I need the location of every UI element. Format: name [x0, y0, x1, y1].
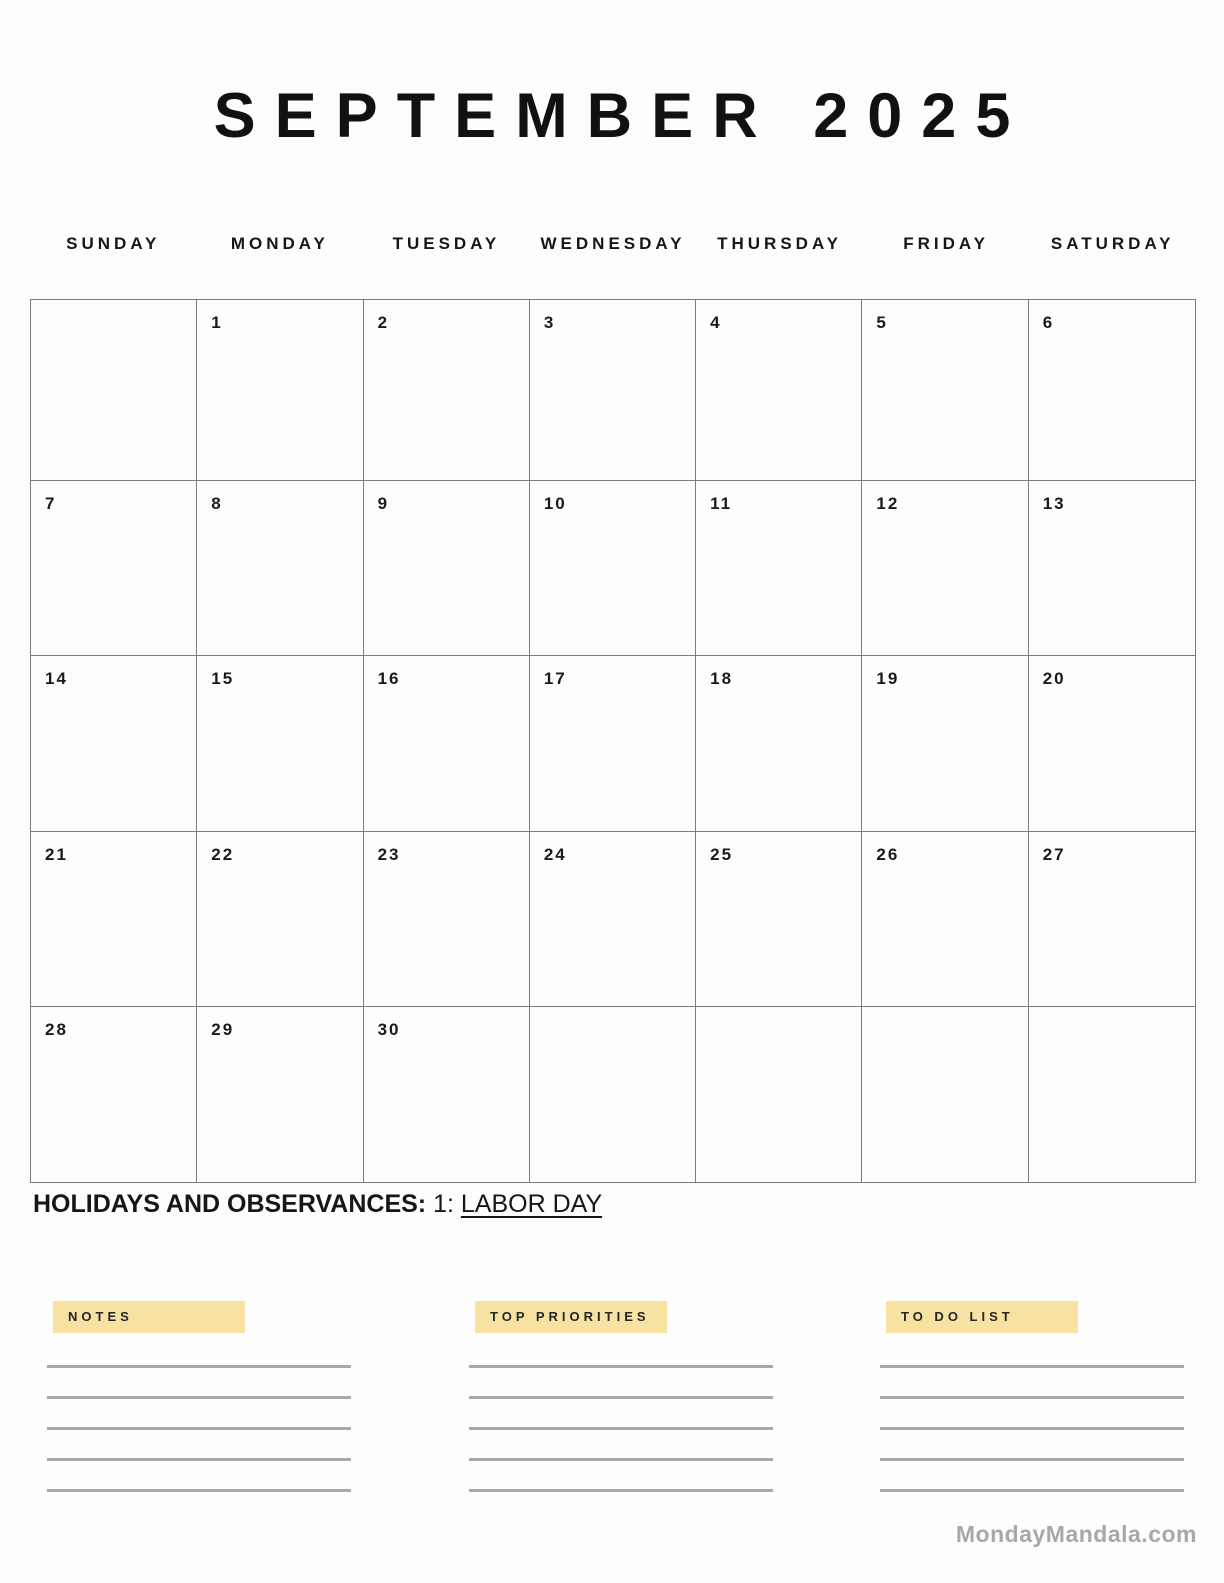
calendar-cell [530, 832, 696, 1007]
day-number: 11 [710, 494, 733, 513]
day-number: 30 [377, 1019, 401, 1039]
calendar-cell [530, 1007, 696, 1182]
holidays-label: HOLIDAYS AND OBSERVANCES: [33, 1190, 427, 1218]
calendar-cell [1029, 481, 1195, 656]
calendar-cell [696, 1007, 862, 1182]
calendar-cell [862, 656, 1028, 831]
calendar-cell [31, 832, 197, 1007]
day-number: 21 [45, 844, 68, 864]
writing-line [880, 1427, 1184, 1430]
day-number: 20 [1042, 669, 1066, 689]
calendar-cell [197, 832, 363, 1007]
calendar-cell [696, 656, 862, 831]
day-number: 6 [1042, 313, 1055, 332]
calendar-cell [696, 832, 862, 1007]
day-number: 19 [876, 669, 900, 689]
weekday-sunday: SUNDAY [66, 234, 161, 253]
day-number: 28 [45, 1019, 68, 1039]
day-number: 2 [377, 313, 390, 332]
writing-line [47, 1365, 351, 1368]
todo-list-section [880, 1301, 1184, 1492]
day-number: 16 [377, 669, 401, 689]
day-number: 14 [45, 669, 68, 689]
todo-list-label: TO DO LIST [886, 1301, 1078, 1333]
writing-line [880, 1458, 1184, 1461]
day-number: 17 [543, 669, 567, 689]
weekday-friday: FRIDAY [903, 234, 989, 253]
day-number: 1 [211, 313, 223, 332]
notes-label: NOTES [53, 1301, 245, 1333]
calendar-cell [862, 481, 1028, 656]
day-number: 24 [543, 844, 567, 864]
weekday-saturday: SATURDAY [1050, 234, 1175, 253]
footer-site-link[interactable]: MondayMandala.com [955, 1521, 1197, 1547]
calendar-cell [364, 300, 530, 481]
writing-line [469, 1458, 773, 1461]
day-number: 3 [543, 313, 556, 332]
day-number: 27 [1042, 844, 1066, 864]
day-number: 23 [377, 844, 401, 864]
day-number: 25 [710, 844, 734, 864]
calendar-cell [696, 481, 862, 656]
calendar-cell [530, 656, 696, 831]
calendar-cell [862, 1007, 1028, 1182]
day-number: 22 [211, 844, 235, 864]
calendar-cell [1029, 656, 1195, 831]
day-number: 5 [876, 313, 888, 332]
day-number: 15 [211, 669, 235, 689]
weekday-thursday: THURSDAY [717, 234, 842, 253]
calendar-cell [197, 1007, 363, 1182]
writing-line [469, 1396, 773, 1399]
calendar-cell [364, 832, 530, 1007]
weekday-wednesday: WEDNESDAY [540, 234, 686, 253]
day-number: 26 [876, 844, 900, 864]
calendar-cell [197, 656, 363, 831]
calendar-cell [862, 832, 1028, 1007]
writing-line [47, 1489, 351, 1492]
calendar-cell [31, 656, 197, 831]
top-priorities-label: TOP PRIORITIES [475, 1301, 667, 1333]
writing-line [47, 1427, 351, 1430]
top-priorities-lines [469, 1365, 773, 1492]
day-number: 7 [45, 494, 57, 513]
day-number: 8 [211, 494, 223, 513]
writing-line [880, 1365, 1184, 1368]
calendar-cell [364, 656, 530, 831]
calendar-cell [31, 481, 197, 656]
calendar-cell [1029, 832, 1195, 1007]
day-number: 18 [710, 669, 734, 689]
calendar-cell [530, 300, 696, 481]
calendar-cell [1029, 1007, 1195, 1182]
writing-line [469, 1489, 773, 1492]
notes-lines [47, 1365, 351, 1492]
notes-section [47, 1301, 351, 1492]
calendar-cell [197, 481, 363, 656]
writing-line [47, 1458, 351, 1461]
weekday-header-row [30, 234, 1196, 254]
calendar-cell [364, 481, 530, 656]
holidays-line [33, 1190, 602, 1219]
day-number: 29 [211, 1019, 235, 1039]
day-number: 13 [1042, 494, 1066, 513]
holiday-day: 1: [433, 1190, 454, 1218]
writing-line [880, 1396, 1184, 1399]
top-priorities-section [469, 1301, 773, 1492]
day-number: 12 [876, 494, 900, 513]
writing-line [47, 1396, 351, 1399]
calendar-cell [862, 300, 1028, 481]
holiday-name-link[interactable]: LABOR DAY [460, 1190, 603, 1218]
page-title: SEPTEMBER 2025 [213, 81, 1030, 151]
day-number: 4 [710, 313, 722, 332]
writing-line [469, 1365, 773, 1368]
calendar-cell [364, 1007, 530, 1182]
calendar-cell [1029, 300, 1195, 481]
weekday-tuesday: TUESDAY [392, 234, 501, 253]
day-number: 10 [543, 494, 567, 513]
calendar-cell [530, 481, 696, 656]
weekday-monday: MONDAY [230, 234, 329, 253]
calendar-cell [31, 1007, 197, 1182]
writing-line [469, 1427, 773, 1430]
calendar-grid [30, 299, 1196, 1183]
calendar-cell [31, 300, 197, 481]
day-number: 9 [377, 494, 390, 513]
calendar-cell [696, 300, 862, 481]
writing-line [880, 1489, 1184, 1492]
calendar-cell [197, 300, 363, 481]
todo-list-lines [880, 1365, 1184, 1492]
